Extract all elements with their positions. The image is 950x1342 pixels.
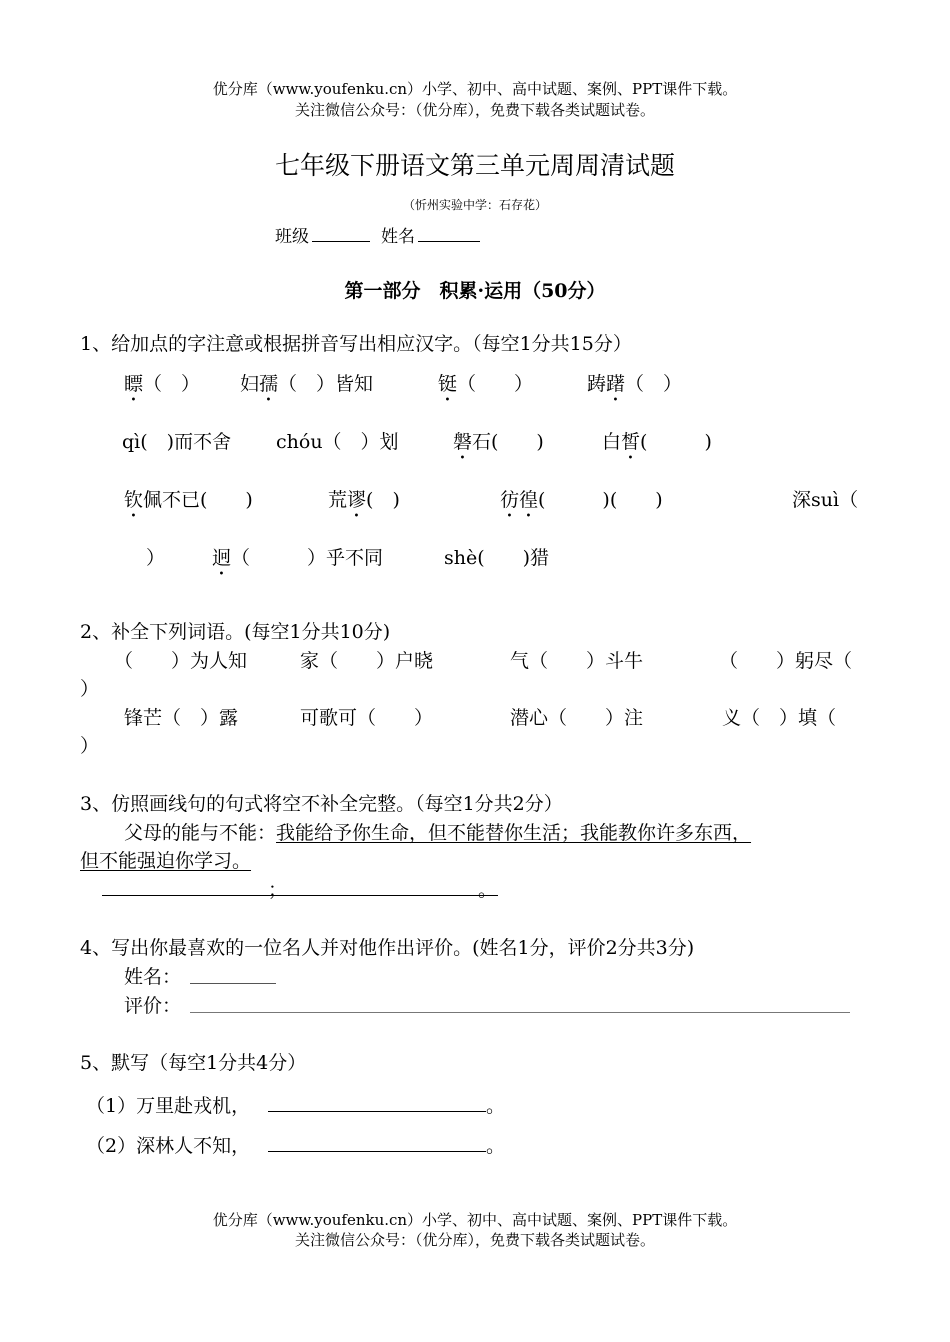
- q2-item: 家（ ）户晓: [300, 650, 434, 672]
- q3-answer-blank: [102, 895, 498, 896]
- name-label: 姓名: [381, 227, 415, 247]
- q4-name-blank: [190, 983, 276, 984]
- q5-item-1-label: （1）万里赴戎机，: [86, 1095, 251, 1117]
- q5-item-2-blank: [268, 1151, 486, 1152]
- q2-item: 潜心（ ）注: [510, 707, 644, 729]
- q1-item: 荒谬( ): [328, 489, 400, 511]
- q4-eval-blank: [190, 1012, 850, 1013]
- name-blank: [418, 241, 480, 242]
- q1-item: 深suì（: [792, 489, 859, 511]
- q3-sentence: 父母的能与不能：我能给予你生命，但不能替你生活；我能教你许多东西，: [124, 822, 752, 844]
- q2-cont: ）: [80, 735, 100, 757]
- q4-eval-label: 评价：: [124, 995, 182, 1017]
- part-title: 第一部分 积累·运用（50分）: [344, 280, 606, 302]
- header-line-2: 关注微信公众号：（优分库），免费下载各类试题试卷。: [294, 101, 655, 119]
- q2-title: 2、补全下列词语。(每空1分共10分): [80, 621, 391, 643]
- q4-name-label: 姓名：: [124, 966, 182, 988]
- q3-sentence-cont: 但不能强迫你学习。: [80, 850, 252, 872]
- q1-item: 踌躇（ ）: [587, 373, 683, 395]
- header-line-1: 优分库（www.youfenku.cn）小学、初中、高中试题、案例、PPT课件下载。: [212, 80, 738, 98]
- q2-item: 可歌可（ ）: [300, 707, 434, 729]
- q1-item: ）: [146, 547, 166, 569]
- footer-line-2: 关注微信公众号：（优分库），免费下载各类试题试卷。: [294, 1231, 655, 1249]
- class-label: 班级: [275, 227, 309, 247]
- q5-item-2-end: 。: [486, 1135, 506, 1157]
- page-title: 七年级下册语文第三单元周周清试题: [274, 151, 675, 180]
- q1-item: 磐石( ): [453, 431, 544, 453]
- q1-item: 瞟（ ）: [124, 373, 201, 395]
- q3-separator: ；: [268, 879, 288, 901]
- q3-title: 3、仿照画线句的句式将空不补全完整。（每空1分共2分）: [80, 793, 563, 815]
- q2-item: （ ）躬尽（: [719, 650, 853, 672]
- q1-title: 1、给加点的字注意或根据拼音写出相应汉字。（每空1分共15分）: [80, 333, 632, 355]
- q1-item: 迥（ ）乎不同: [212, 547, 384, 569]
- q5-item-1-blank: [268, 1111, 486, 1112]
- q5-item-2-label: （2）深林人不知，: [86, 1135, 251, 1157]
- q1-item: chóu（ ）划: [276, 431, 399, 453]
- q2-item: 义（ ）填（: [722, 707, 837, 729]
- q3-period: 。: [478, 879, 498, 901]
- q1-item: 钦佩不已( ): [124, 489, 253, 511]
- q1-item: 彷徨( )( ): [500, 489, 663, 511]
- q2-cont: ）: [80, 678, 100, 700]
- q1-item: 白皙( ): [602, 431, 712, 453]
- q1-item: shè( )猎: [444, 547, 550, 569]
- q2-item: （ ）为人知: [114, 650, 248, 672]
- q1-item: 妇孺（ ）皆知: [240, 373, 374, 395]
- q4-title: 4、写出你最喜欢的一位名人并对他作出评价。(姓名1分，评价2分共3分): [80, 937, 695, 959]
- q1-item: 铤（ ）: [438, 373, 534, 395]
- q1-item: qì( )而不舍: [122, 431, 232, 453]
- footer-line-1: 优分库（www.youfenku.cn）小学、初中、高中试题、案例、PPT课件下载。: [212, 1211, 738, 1229]
- q2-item: 气（ ）斗牛: [510, 650, 644, 672]
- q5-item-1-end: 。: [486, 1095, 506, 1117]
- author-note: （忻州实验中学：石存花）: [402, 198, 547, 212]
- class-blank: [312, 241, 370, 242]
- q2-item: 锋芒（ ）露: [124, 707, 239, 729]
- q5-title: 5、默写（每空1分共4分）: [80, 1052, 307, 1074]
